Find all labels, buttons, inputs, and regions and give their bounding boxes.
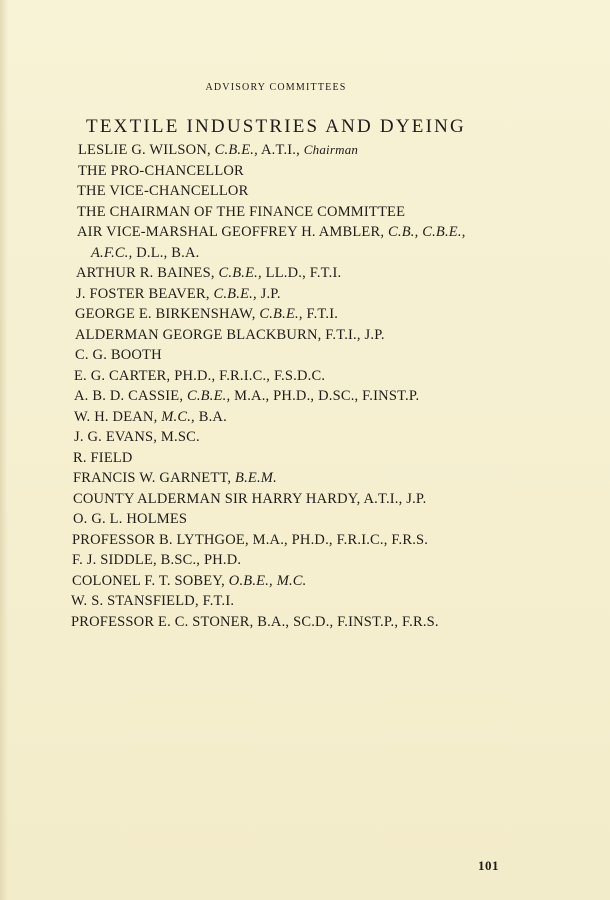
honour-abbreviation: C.B.E., bbox=[259, 306, 303, 322]
honour-abbreviation: M.C., bbox=[161, 408, 195, 425]
honour-abbreviation: A.F.C., bbox=[91, 244, 133, 261]
member-name: J.P. bbox=[256, 285, 281, 302]
honour-abbreviation: C.B.E., bbox=[186, 388, 231, 404]
member-name: LL.D., F.T.I. bbox=[261, 265, 342, 281]
committee-member-entry bbox=[0, 345, 560, 366]
member-name: M.A., PH.D., D.SC., F.INST.P. bbox=[230, 388, 420, 404]
member-name: A.T.I., bbox=[257, 142, 304, 158]
committee-member-entry bbox=[0, 284, 560, 305]
committee-member-entry bbox=[0, 304, 560, 325]
member-name: LESLIE G. WILSON, bbox=[78, 142, 215, 158]
honour-abbreviation: C.B.E., bbox=[214, 142, 258, 158]
committee-member-entry bbox=[0, 612, 560, 633]
member-name: F.T.I. bbox=[302, 306, 339, 322]
committee-member-entry bbox=[0, 550, 560, 571]
committee-member-entry bbox=[0, 591, 560, 612]
member-name: W. S. STANSFIELD, F.T.I. bbox=[71, 593, 235, 609]
member-name: D.L., B.A. bbox=[132, 244, 200, 261]
member-name: THE VICE-CHANCELLOR bbox=[77, 183, 249, 199]
committee-member-entry bbox=[0, 366, 560, 387]
member-name: E. G. CARTER, PH.D., F.R.I.C., F.S.D.C. bbox=[74, 367, 326, 384]
committee-member-entry bbox=[0, 489, 560, 510]
committee-member-entry bbox=[0, 407, 560, 428]
member-name: F. J. SIDDLE, B.SC., PH.D. bbox=[72, 552, 242, 568]
committee-member-entry bbox=[0, 140, 560, 161]
member-name: COLONEL F. T. SOBEY, bbox=[72, 572, 229, 589]
page-number: 101 bbox=[478, 858, 499, 873]
running-head: ADVISORY COMMITTEES bbox=[205, 82, 347, 93]
committee-member-entry bbox=[0, 202, 560, 223]
entry-continuation-line bbox=[77, 243, 560, 264]
member-name: A. B. D. CASSIE, bbox=[74, 388, 187, 404]
honour-abbreviation: C.B., C.B.E., bbox=[388, 224, 466, 240]
committee-member-entry bbox=[0, 427, 560, 448]
honour-abbreviation: C.B.E., bbox=[218, 265, 262, 281]
committee-member-entry bbox=[0, 181, 560, 202]
member-name: THE PRO-CHANCELLOR bbox=[78, 162, 244, 179]
member-name: O. G. L. HOLMES bbox=[73, 511, 188, 527]
member-name: C. G. BOOTH bbox=[75, 347, 162, 363]
member-name: J. G. EVANS, M.SC. bbox=[74, 429, 200, 445]
committee-member-list bbox=[0, 140, 560, 632]
role-label: Chairman bbox=[303, 142, 359, 157]
member-name: THE CHAIRMAN OF THE FINANCE COMMITTEE bbox=[77, 203, 406, 220]
member-name: GEORGE E. BIRKENSHAW, bbox=[75, 306, 260, 322]
committee-member-entry bbox=[0, 530, 560, 551]
committee-member-entry bbox=[0, 161, 560, 182]
member-name: FRANCIS W. GARNETT, bbox=[73, 470, 236, 486]
member-name: R. FIELD bbox=[73, 449, 133, 466]
honour-abbreviation: C.B.E., bbox=[213, 285, 257, 302]
committee-member-entry bbox=[0, 448, 560, 469]
honour-abbreviation: O.B.E., M.C. bbox=[228, 572, 307, 589]
committee-member-entry bbox=[0, 386, 560, 407]
member-name: PROFESSOR E. C. STONER, B.A., SC.D., F.INST.P., F.R.S. bbox=[71, 613, 439, 630]
committee-member-entry bbox=[0, 222, 560, 263]
member-name: COUNTY ALDERMAN SIR HARRY HARDY, A.T.I., J.P. bbox=[73, 490, 427, 507]
member-name: W. H. DEAN, bbox=[74, 408, 162, 425]
honour-abbreviation: B.E.M. bbox=[235, 470, 277, 486]
member-name: J. FOSTER BEAVER, bbox=[76, 285, 214, 302]
section-title: TEXTILE INDUSTRIES AND DYEING bbox=[86, 116, 466, 137]
committee-member-entry bbox=[0, 509, 560, 530]
member-name: ARTHUR R. BAINES, bbox=[76, 265, 219, 281]
committee-member-entry bbox=[0, 468, 560, 489]
member-name: B.A. bbox=[194, 408, 227, 425]
committee-member-entry bbox=[0, 325, 560, 346]
member-name: AIR VICE-MARSHAL GEOFFREY H. AMBLER, bbox=[77, 224, 388, 240]
committee-member-entry bbox=[0, 263, 560, 284]
committee-member-entry bbox=[0, 571, 560, 592]
member-name: ALDERMAN GEORGE BLACKBURN, F.T.I., J.P. bbox=[75, 326, 385, 343]
member-name: PROFESSOR B. LYTHGOE, M.A., PH.D., F.R.I.C., F.R.S. bbox=[72, 531, 429, 548]
